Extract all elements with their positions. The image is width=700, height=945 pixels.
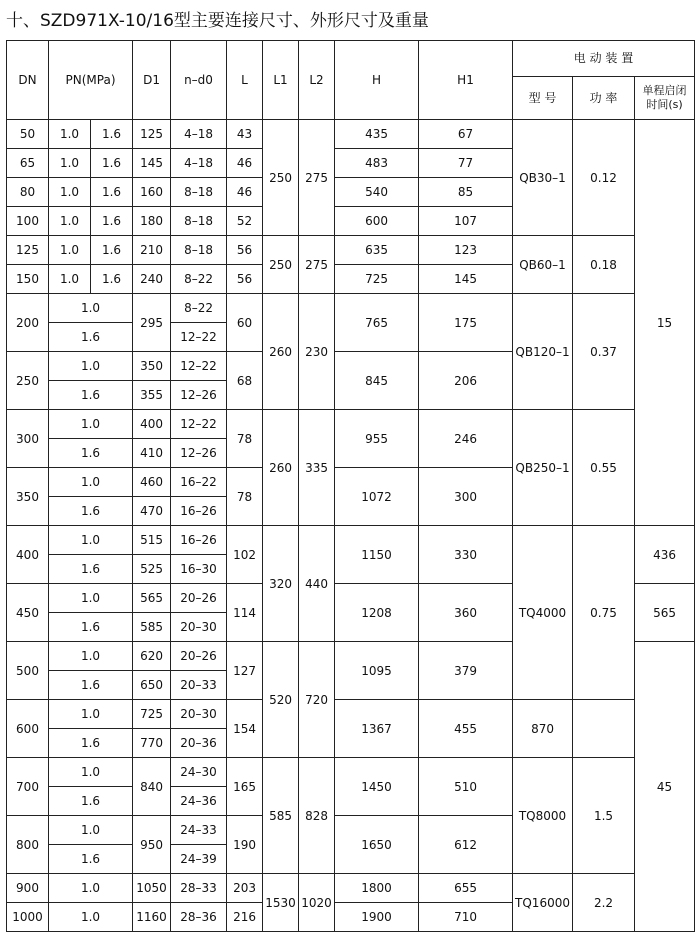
cell-d1: 650 <box>133 671 171 700</box>
cell-d1: 125 <box>133 120 171 149</box>
cell-dn: 600 <box>7 700 49 758</box>
spec-table <box>6 40 695 932</box>
cell-nd0: 8–18 <box>171 236 227 265</box>
cell-d1: 160 <box>133 178 171 207</box>
cell-pn: 1.6 <box>49 845 133 874</box>
cell-power: 2.2 <box>573 874 635 932</box>
cell-pn: 1.0 <box>49 816 133 845</box>
cell-h: 1450 <box>335 758 419 816</box>
cell-nd0: 8–18 <box>171 207 227 236</box>
table-row <box>7 874 695 903</box>
cell-dn: 700 <box>7 758 49 816</box>
table-row <box>7 758 695 787</box>
table-row <box>7 120 695 149</box>
cell-l2: 335 <box>299 410 335 526</box>
cell-pn: 1.0 <box>49 642 133 671</box>
cell-l: 78 <box>227 410 263 468</box>
cell-l: 127 <box>227 642 263 700</box>
col-power: 功 率 <box>573 76 635 119</box>
col-h1: H1 <box>419 41 513 120</box>
cell-h: 1367 <box>335 700 419 758</box>
cell-l: 190 <box>227 816 263 874</box>
cell-model: TQ4000 <box>513 526 573 700</box>
time-header-line2: 时间(s) <box>646 97 683 111</box>
cell-pn: 1.0 <box>49 700 133 729</box>
cell-h1: 455 <box>419 700 513 758</box>
cell-pn: 1.6 <box>49 381 133 410</box>
table-row <box>7 294 695 323</box>
cell-h: 765 <box>335 294 419 352</box>
col-l: L <box>227 41 263 120</box>
cell-l: 154 <box>227 700 263 758</box>
cell-pn: 1.0 <box>49 294 133 323</box>
cell-d1: 1050 <box>133 874 171 903</box>
cell-nd0: 12–26 <box>171 439 227 468</box>
cell-d1: 840 <box>133 758 171 816</box>
col-time <box>635 76 695 119</box>
cell-dn: 400 <box>7 526 49 584</box>
header-row <box>7 41 695 77</box>
cell-power: 0.18 <box>573 236 635 294</box>
cell-h1: 655 <box>419 874 513 903</box>
cell-dn: 200 <box>7 294 49 352</box>
cell-pn: 1.0 <box>49 265 91 294</box>
cell-pn: 1.0 <box>49 526 133 555</box>
cell-l: 43 <box>227 120 263 149</box>
cell-dn: 900 <box>7 874 49 903</box>
cell-h1: 510 <box>419 758 513 816</box>
cell-d1: 950 <box>133 816 171 874</box>
cell-pn: 1.0 <box>49 120 91 149</box>
cell-power: 0.12 <box>573 120 635 236</box>
page-title: 十、SZD971X-10/16型主要连接尺寸、外形尺寸及重量 <box>6 11 429 31</box>
cell-dn: 65 <box>7 149 49 178</box>
cell-nd0: 28–33 <box>171 874 227 903</box>
cell-h1: 710 <box>419 903 513 932</box>
cell-l2: 440 <box>299 526 335 642</box>
cell-h1: 300 <box>419 468 513 526</box>
cell-l: 56 <box>227 236 263 265</box>
col-l1: L1 <box>263 41 299 120</box>
cell-d1: 145 <box>133 149 171 178</box>
cell-dn: 80 <box>7 178 49 207</box>
cell-weight: 436 <box>635 526 695 584</box>
cell-nd0: 20–33 <box>171 671 227 700</box>
cell-pn: 1.0 <box>49 178 91 207</box>
cell-nd0: 12–26 <box>171 381 227 410</box>
col-nd0: n–d0 <box>171 41 227 120</box>
cell-h1: 145 <box>419 265 513 294</box>
col-dn: DN <box>7 41 49 120</box>
cell-dn: 500 <box>7 642 49 700</box>
cell-nd0: 8–18 <box>171 178 227 207</box>
cell-dn: 800 <box>7 816 49 874</box>
cell-pn: 1.6 <box>49 729 133 758</box>
cell-d1: 180 <box>133 207 171 236</box>
cell-l1: 585 <box>263 758 299 874</box>
cell-nd0: 24–30 <box>171 758 227 787</box>
cell-h: 1650 <box>335 816 419 874</box>
cell-h1: 85 <box>419 178 513 207</box>
cell-pn: 1.0 <box>49 236 91 265</box>
cell-dn: 150 <box>7 265 49 294</box>
cell-d1: 350 <box>133 352 171 381</box>
cell-l: 203 <box>227 874 263 903</box>
cell-nd0: 4–18 <box>171 149 227 178</box>
cell-nd0: 12–22 <box>171 352 227 381</box>
cell-pn: 1.0 <box>49 149 91 178</box>
cell-pn: 1.0 <box>49 207 91 236</box>
cell-pn: 1.6 <box>91 236 133 265</box>
cell-h: 1900 <box>335 903 419 932</box>
cell-h1: 77 <box>419 149 513 178</box>
cell-h: 600 <box>335 207 419 236</box>
table-row <box>7 526 695 555</box>
cell-h: 435 <box>335 120 419 149</box>
cell-l: 165 <box>227 758 263 816</box>
cell-pn: 1.6 <box>91 207 133 236</box>
cell-h1: 612 <box>419 816 513 874</box>
cell-d1: 410 <box>133 439 171 468</box>
cell-d1: 725 <box>133 700 171 729</box>
cell-l2: 230 <box>299 294 335 410</box>
cell-time: 15 <box>635 120 695 526</box>
cell-d1: 565 <box>133 584 171 613</box>
cell-nd0: 20–30 <box>171 613 227 642</box>
cell-nd0: 24–36 <box>171 787 227 816</box>
cell-l: 56 <box>227 265 263 294</box>
cell-dn: 125 <box>7 236 49 265</box>
cell-h: 725 <box>335 265 419 294</box>
cell-time: 45 <box>635 642 695 932</box>
col-electric: 电 动 装 置 <box>513 41 695 77</box>
cell-power: 0.75 <box>573 526 635 700</box>
cell-dn: 100 <box>7 207 49 236</box>
cell-h1: 175 <box>419 294 513 352</box>
cell-pn: 1.0 <box>49 903 133 932</box>
cell-l: 78 <box>227 468 263 526</box>
cell-dn: 50 <box>7 120 49 149</box>
cell-nd0: 8–22 <box>171 294 227 323</box>
cell-d1: 460 <box>133 468 171 497</box>
cell-h1: 123 <box>419 236 513 265</box>
cell-nd0: 16–26 <box>171 497 227 526</box>
col-h: H <box>335 41 419 120</box>
cell-nd0: 20–26 <box>171 642 227 671</box>
cell-d1: 1160 <box>133 903 171 932</box>
cell-dn: 250 <box>7 352 49 410</box>
cell-d1: 470 <box>133 497 171 526</box>
cell-h1: 67 <box>419 120 513 149</box>
cell-model: TQ8000 <box>513 758 573 874</box>
cell-pn: 1.6 <box>49 787 133 816</box>
cell-l: 60 <box>227 294 263 352</box>
cell-l1: 520 <box>263 642 299 758</box>
cell-pn: 1.6 <box>49 555 133 584</box>
cell-pn: 1.6 <box>49 671 133 700</box>
cell-pn: 1.6 <box>49 323 133 352</box>
cell-d1: 515 <box>133 526 171 555</box>
cell-pn: 1.0 <box>49 584 133 613</box>
cell-l1: 320 <box>263 526 299 642</box>
cell-l2: 275 <box>299 120 335 236</box>
cell-dn: 300 <box>7 410 49 468</box>
cell-h1: 206 <box>419 352 513 410</box>
cell-d1: 210 <box>133 236 171 265</box>
cell-l1: 250 <box>263 120 299 236</box>
cell-nd0: 16–22 <box>171 468 227 497</box>
cell-dn: 1000 <box>7 903 49 932</box>
cell-h1: 246 <box>419 410 513 468</box>
table-row <box>7 236 695 265</box>
time-header-line1: 单程启闭 <box>642 83 687 97</box>
cell-pn: 1.0 <box>49 352 133 381</box>
cell-nd0: 16–30 <box>171 555 227 584</box>
cell-nd0: 4–18 <box>171 120 227 149</box>
table-row <box>7 700 695 729</box>
cell-d1: 400 <box>133 410 171 439</box>
cell-power: 0.37 <box>573 294 635 410</box>
cell-nd0: 24–39 <box>171 845 227 874</box>
cell-model: QB120–1 <box>513 294 573 410</box>
cell-pn: 1.0 <box>49 410 133 439</box>
cell-power: 0.55 <box>573 410 635 526</box>
cell-model: TQ16000 <box>513 874 573 932</box>
cell-nd0: 20–26 <box>171 584 227 613</box>
cell-pn: 1.0 <box>49 468 133 497</box>
cell-pn: 1.0 <box>49 874 133 903</box>
cell-h: 1150 <box>335 526 419 584</box>
cell-l2: 828 <box>299 758 335 874</box>
cell-h: 1208 <box>335 584 419 642</box>
cell-pn: 1.6 <box>49 439 133 468</box>
cell-d1: 240 <box>133 265 171 294</box>
cell-pn: 1.6 <box>49 613 133 642</box>
cell-dn: 350 <box>7 468 49 526</box>
cell-pn: 1.6 <box>91 149 133 178</box>
cell-model: QB30–1 <box>513 120 573 236</box>
cell-h: 1095 <box>335 642 419 700</box>
cell-model: QB60–1 <box>513 236 573 294</box>
cell-weight: 565 <box>635 584 695 642</box>
cell-model: QB250–1 <box>513 410 573 526</box>
cell-h1: 379 <box>419 642 513 700</box>
col-d1: D1 <box>133 41 171 120</box>
cell-l: 216 <box>227 903 263 932</box>
cell-l: 68 <box>227 352 263 410</box>
cell-nd0: 8–22 <box>171 265 227 294</box>
cell-power: 1.5 <box>573 758 635 874</box>
cell-nd0: 12–22 <box>171 410 227 439</box>
cell-d1: 585 <box>133 613 171 642</box>
cell-h1: 330 <box>419 526 513 584</box>
cell-pn: 1.6 <box>91 120 133 149</box>
cell-h: 845 <box>335 352 419 410</box>
cell-h: 955 <box>335 410 419 468</box>
cell-nd0: 28–36 <box>171 903 227 932</box>
col-model: 型 号 <box>513 76 573 119</box>
cell-l1: 250 <box>263 236 299 294</box>
cell-nd0: 24–33 <box>171 816 227 845</box>
cell-l2: 1020 <box>299 874 335 932</box>
cell-l: 46 <box>227 178 263 207</box>
cell-h: 635 <box>335 236 419 265</box>
cell-pn: 1.6 <box>91 178 133 207</box>
table-row <box>7 410 695 439</box>
cell-d1: 525 <box>133 555 171 584</box>
cell-l1: 260 <box>263 410 299 526</box>
cell-pn: 1.6 <box>49 497 133 526</box>
cell-pn: 1.6 <box>91 265 133 294</box>
cell-dn: 450 <box>7 584 49 642</box>
col-pn: PN(MPa) <box>49 41 133 120</box>
cell-h1: 107 <box>419 207 513 236</box>
cell-l: 52 <box>227 207 263 236</box>
cell-l2: 720 <box>299 642 335 758</box>
cell-weight: 870 <box>513 700 573 758</box>
cell-l1: 260 <box>263 294 299 410</box>
col-l2: L2 <box>299 41 335 120</box>
cell-h: 1072 <box>335 468 419 526</box>
cell-d1: 770 <box>133 729 171 758</box>
cell-d1: 295 <box>133 294 171 352</box>
cell-l2: 275 <box>299 236 335 294</box>
cell-nd0: 12–22 <box>171 323 227 352</box>
cell-h: 540 <box>335 178 419 207</box>
cell-h: 483 <box>335 149 419 178</box>
cell-l: 114 <box>227 584 263 642</box>
cell-h1: 360 <box>419 584 513 642</box>
cell-l: 102 <box>227 526 263 584</box>
cell-h: 1800 <box>335 874 419 903</box>
cell-l: 46 <box>227 149 263 178</box>
cell-nd0: 20–30 <box>171 700 227 729</box>
cell-d1: 355 <box>133 381 171 410</box>
cell-l1: 1530 <box>263 874 299 932</box>
cell-pn: 1.0 <box>49 758 133 787</box>
cell-nd0: 16–26 <box>171 526 227 555</box>
cell-nd0: 20–36 <box>171 729 227 758</box>
cell-d1: 620 <box>133 642 171 671</box>
